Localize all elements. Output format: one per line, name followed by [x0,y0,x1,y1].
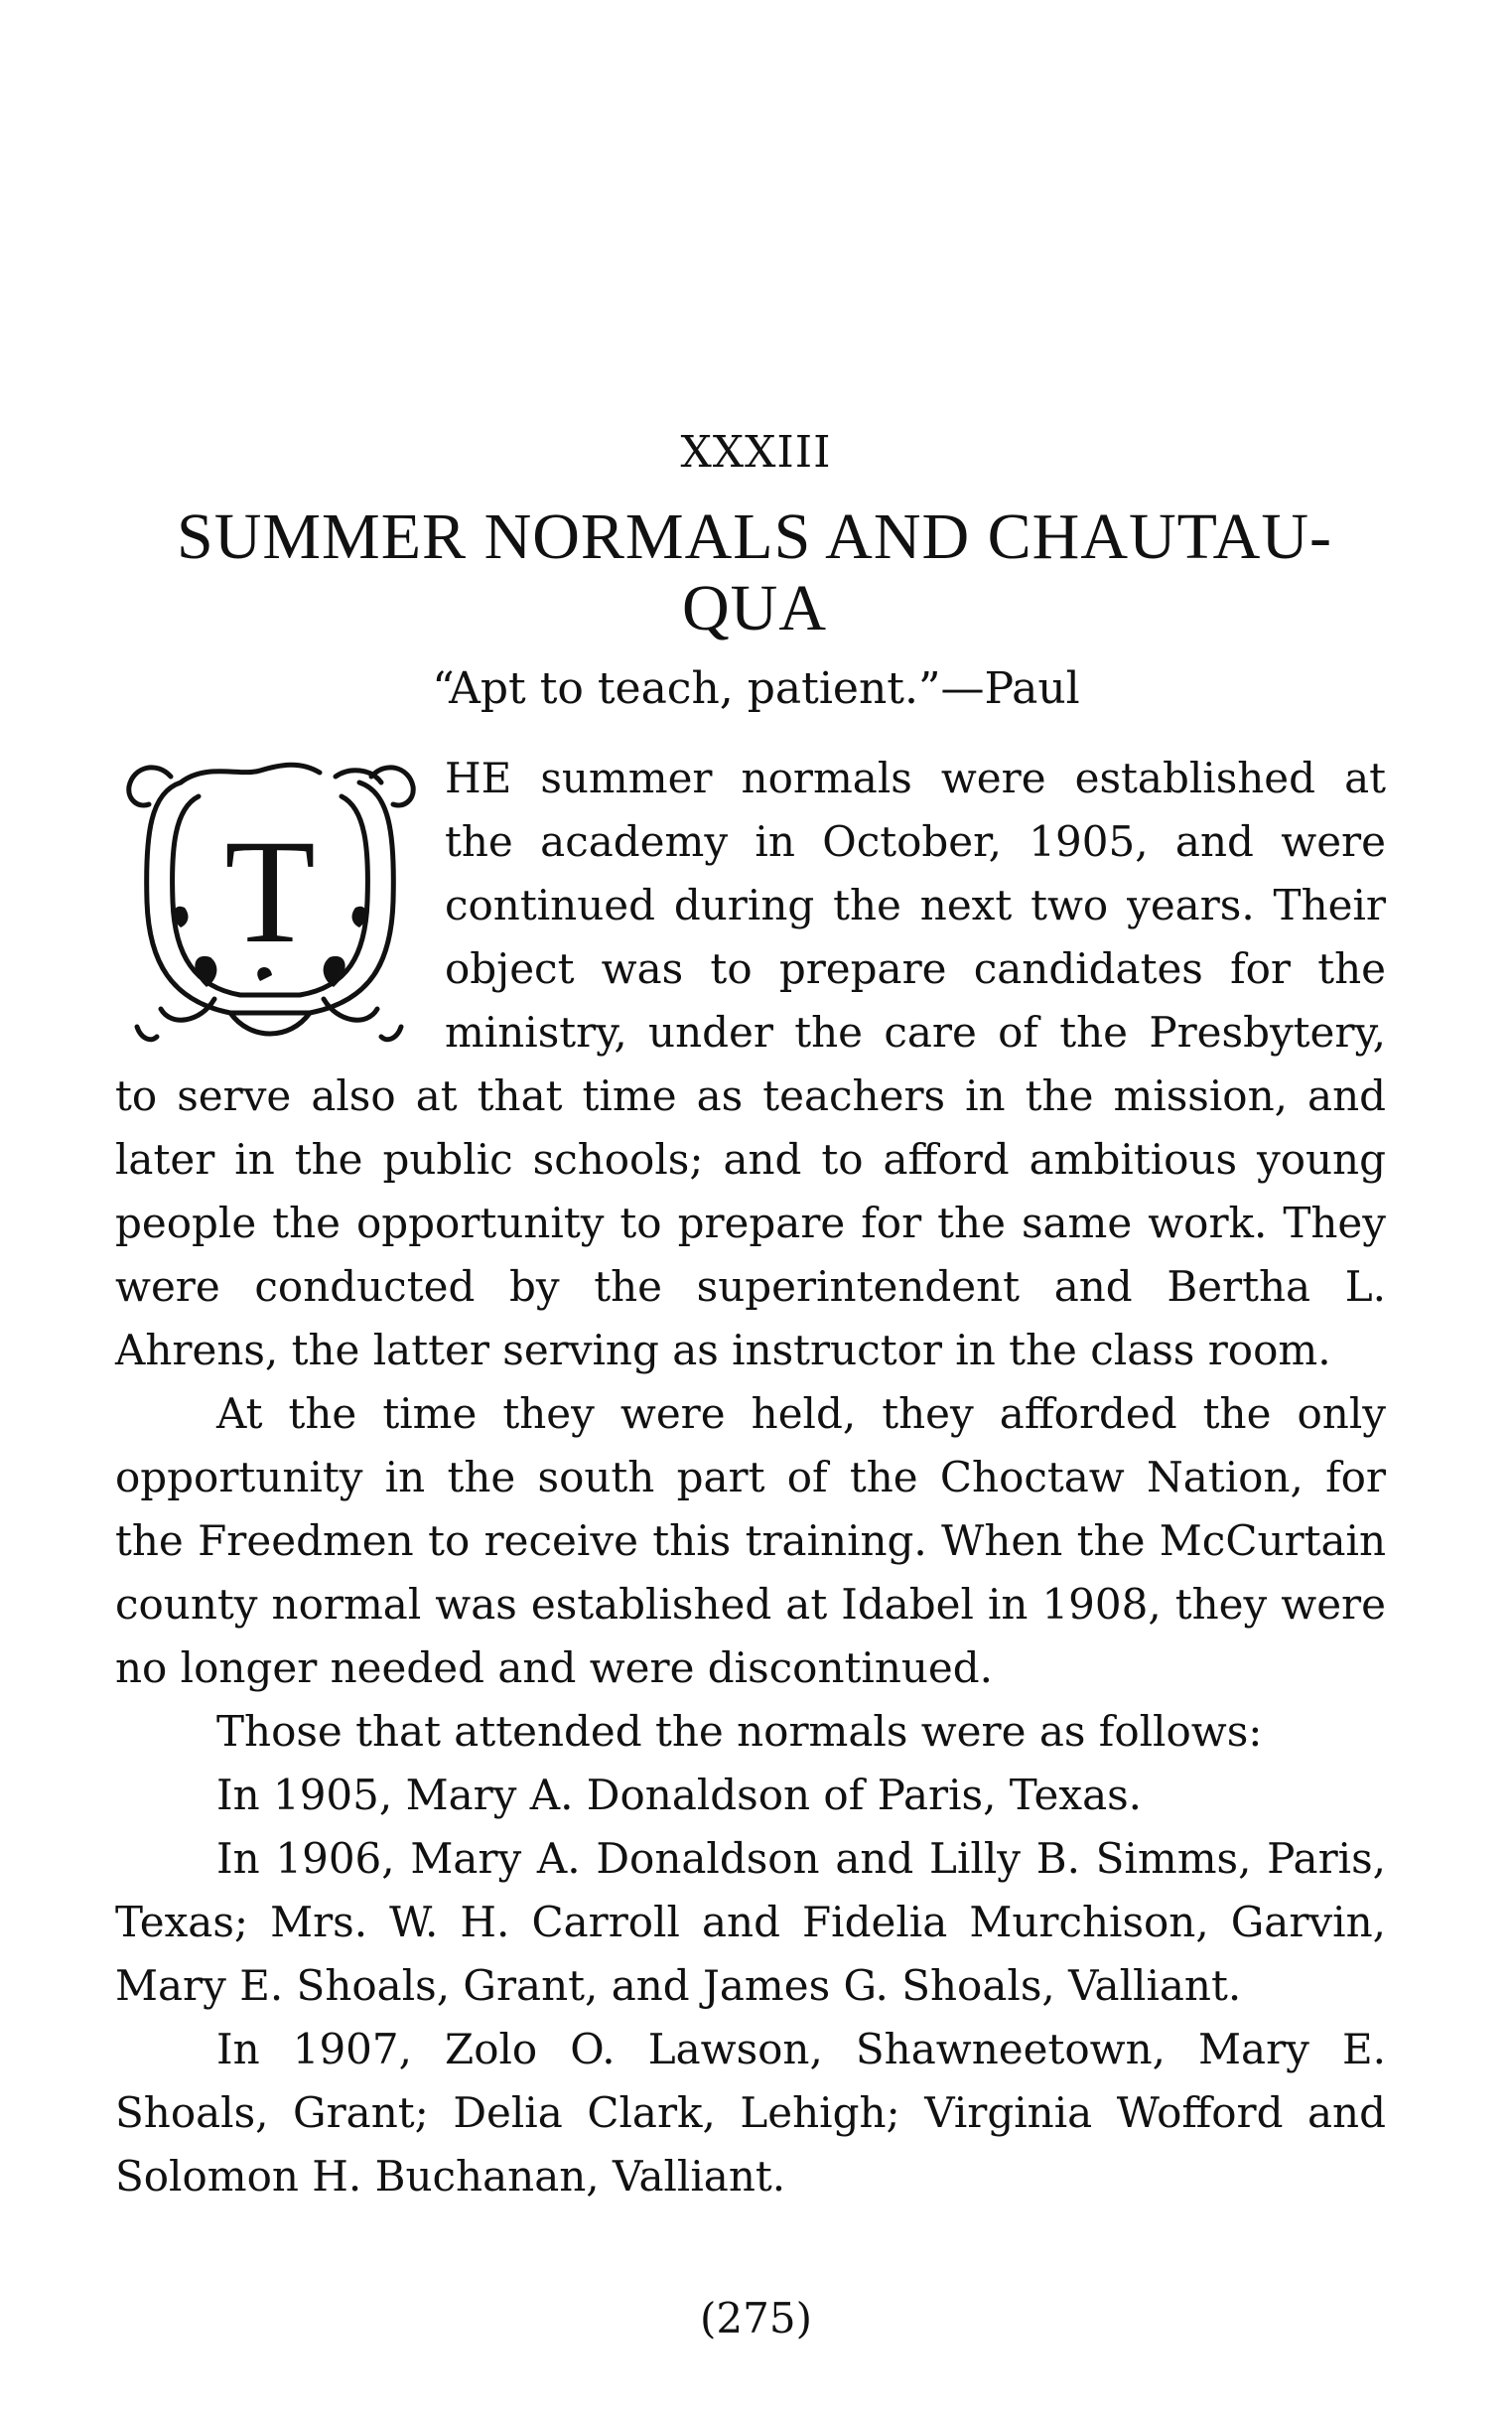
chapter-title [99,501,1410,644]
ornamental-dropcap-t [111,753,427,1051]
chapter-title-line-2: QUA [682,572,827,644]
chapter-number: XXXIII [680,427,832,478]
dropcap-letter: T [224,809,316,974]
paragraph-4: In 1905, Mary A. Donaldson of Paris, Texas. [216,1771,1143,1819]
epigraph: “Apt to teach, patient.”—Paul [432,663,1080,714]
page-number: (275) [700,2294,812,2343]
paragraph-2: At the time they were held, they afforded the only opportunity in the south part of the Choctaw Nation, for the Freedmen to receive this training. When the McCurtain county normal was established at Idabel in 1908, they were no longer needed and were discontinued. [115,1389,1386,1692]
chapter-body [115,747,1386,2208]
paragraph-6: In 1907, Zolo O. Lawson, Shawneetown, Mary E. Shoals, Grant; Delia Clark, Lehigh; Virginia Wofford and Solomon H. Buchanan, Valliant. [115,2025,1386,2201]
chapter-title-line-1: SUMMER NORMALS AND CHAUTAU- [177,500,1332,573]
paragraph-5: In 1906, Mary A. Donaldson and Lilly B. Simms, Paris, Texas; Mrs. W. H. Carroll and Fidelia Murchison, Garvin, Mary E. Shoals, Grant, and James G. Shoals, Valliant. [115,1834,1386,2010]
paragraph-3: Those that attended the normals were as follows: [216,1707,1263,1756]
paragraph-1: HE summer normals were established at the academy in October, 1905, and were continued during the next two years. Their object was to prepare candidates for the ministry, under the care of the Presbytery, to serve also at that time as teachers in the mission, and later in the public schools; and to afford ambitious young people the opportunity to prepare for the same work. They were conducted by the superintendent and Bertha L. Ahrens, the latter serving as instructor in the class room. [115,754,1386,1374]
